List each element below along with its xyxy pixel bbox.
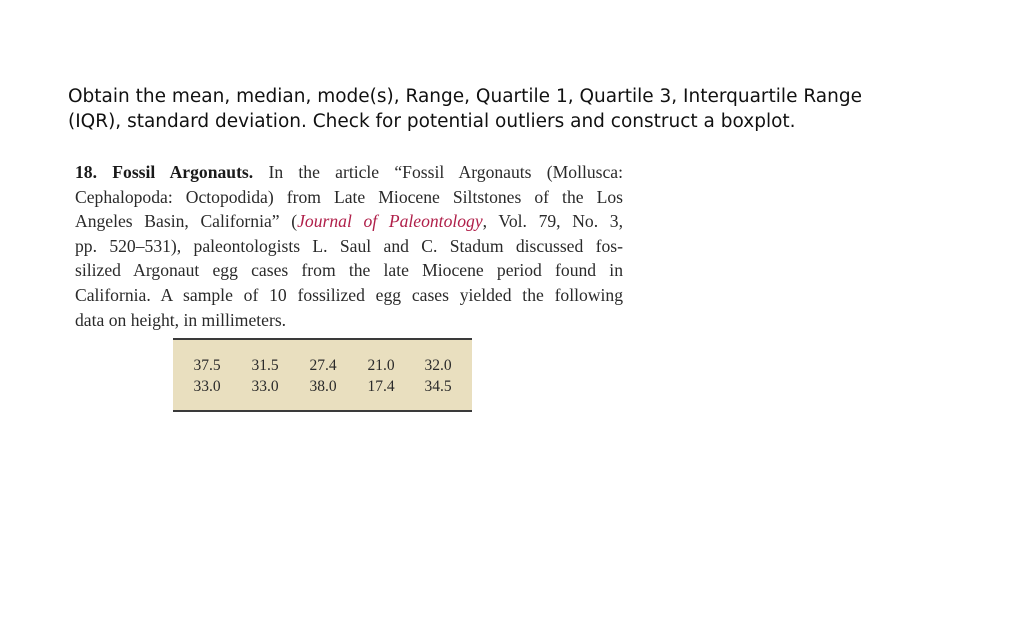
table-cell: 21.0 <box>367 357 395 374</box>
problem-line-6: California. A sample of 10 fossilized egg cases yielded the following <box>75 284 623 305</box>
table-cell: 33.0 <box>251 378 279 395</box>
problem-line-3-text: Angeles Basin, California” ( <box>75 211 298 232</box>
problem-line-1-text: In the article “Fossil Argonauts (Mollusca: <box>268 162 624 182</box>
question-text <box>68 84 988 134</box>
table-row <box>173 378 472 398</box>
question-line-1: Obtain the mean, median, mode(s), Range, Quartile 1, Quartile 3, Interquartile Range <box>68 86 862 107</box>
problem-number: 18. <box>75 162 97 182</box>
table-cell: 33.0 <box>193 378 221 395</box>
problem-title: Fossil Argonauts. <box>112 162 254 182</box>
problem-line-7: data on height, in millimeters. <box>75 309 287 330</box>
problem-line-4: pp. 520–531), paleontologists L. Saul and C. Stadum discussed fos- <box>75 235 623 256</box>
table-cell: 17.4 <box>367 378 395 395</box>
problem-paragraph <box>75 160 623 332</box>
problem-line-3-after: , Vol. 79, No. 3, <box>482 211 623 232</box>
problem-line-1 <box>75 160 623 185</box>
table-cell: 37.5 <box>193 357 221 374</box>
problem-line-2: Cephalopoda: Octopodida) from Late Miocene Siltstones of the Los <box>75 186 623 207</box>
question-line-2: (IQR), standard deviation. Check for potential outliers and construct a boxplot. <box>68 111 796 132</box>
table-cell: 27.4 <box>309 357 337 374</box>
data-table <box>173 338 472 412</box>
problem-line-3 <box>75 209 623 234</box>
table-cell: 32.0 <box>424 357 452 374</box>
journal-name: Journal of Paleontology <box>297 211 483 232</box>
problem-line-5: silized Argonaut egg cases from the late Miocene period found in <box>75 260 623 281</box>
table-cell: 38.0 <box>309 378 337 395</box>
table-cell: 31.5 <box>251 357 279 374</box>
table-cell: 34.5 <box>424 378 452 395</box>
table-row <box>173 357 472 377</box>
